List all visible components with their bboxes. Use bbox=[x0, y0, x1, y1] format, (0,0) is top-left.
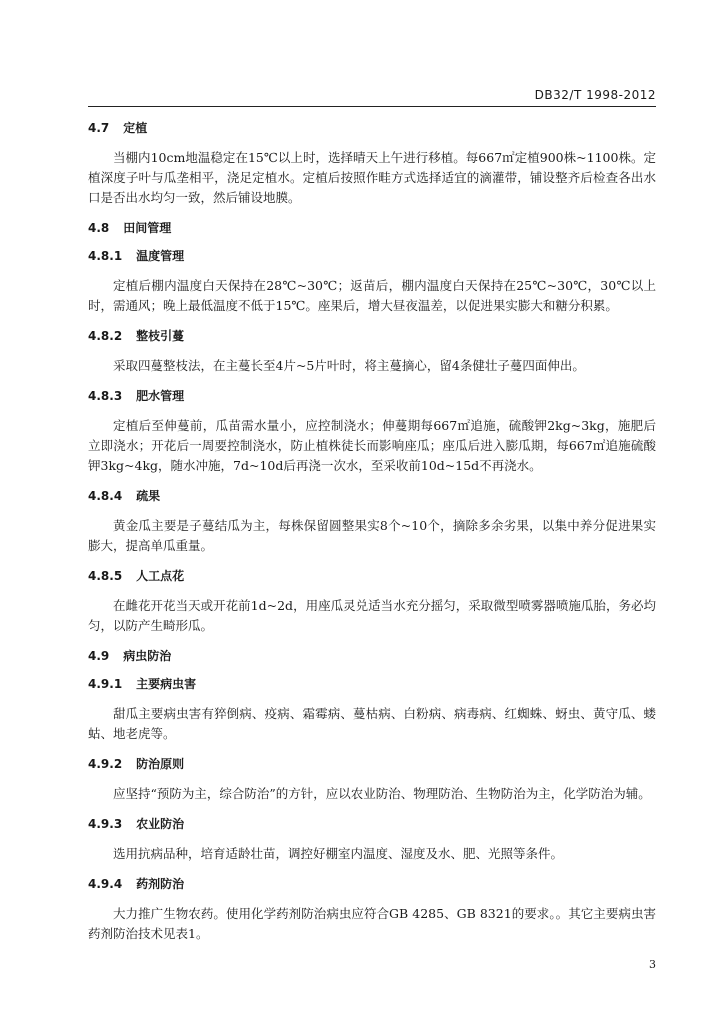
section-text-4-9-2: 应坚持“预防为主，综合防治”的方针，应以农业防治、物理防治、生物防治为主，化学防治为辅。 bbox=[113, 786, 651, 801]
section-text-4-8-2: 采取四蔓整枝法，在主蔓长至4片~5片叶时，将主蔓摘心，留4条健壮子蔓四面伸出。 bbox=[113, 358, 585, 373]
section-text-4-8-3: 定植后至伸蔓前，瓜苗需水量小，应控制浇水；伸蔓期每667㎡追施，硫酸钾2kg~3kg，施肥后立即浇水；开花后一周要控制浇水，防止植株徒长而影响座瓜；座瓜后进入膨瓜期，每667㎡追施硫酸钾3kg~4kg，随水冲施，7d~10d后再浇一次水，至采收前10d~15d不再浇水。 bbox=[88, 418, 656, 473]
section-heading-4-9-2: 4.9.2 防治原则 bbox=[88, 757, 185, 771]
header-rule bbox=[88, 106, 656, 107]
section-text-4-9-3: 选用抗病品种，培育适龄壮苗，调控好棚室内温度、湿度及水、肥、光照等条件。 bbox=[113, 846, 564, 861]
section-heading-4-8-2: 4.8.2 整枝引蔓 bbox=[88, 329, 185, 343]
section-heading-4-9-1: 4.9.1 主要病虫害 bbox=[88, 677, 197, 691]
page-number: 3 bbox=[649, 958, 656, 971]
section-heading-4-8-3: 4.8.3 肥水管理 bbox=[88, 389, 185, 403]
section-text-4-9-1: 甜瓜主要病虫害有猝倒病、疫病、霜霉病、蔓枯病、白粉病、病毒病、红蜘蛛、蚜虫、黄守瓜、蝼蛄、地老虎等。 bbox=[88, 706, 656, 741]
document-body bbox=[88, 112, 656, 944]
section-text-4-8-1: 定植后棚内温度白天保持在28℃~30℃；返苗后，棚内温度白天保持在25℃~30℃，30℃以上时，需通风；晚上最低温度不低于15℃。座果后，增大昼夜温差，以促进果实膨大和糖分积累。 bbox=[88, 278, 656, 313]
header-code: DB32/T 1998-2012 bbox=[534, 88, 656, 102]
section-heading-4-9: 4.9 病虫防治 bbox=[88, 649, 172, 663]
section-heading-4-8-5: 4.8.5 人工点花 bbox=[88, 569, 185, 583]
section-text-4-7: 当棚内10cm地温稳定在15℃以上时，选择晴天上午进行移植。每667㎡定植900株~1100株。定植深度子叶与瓜垄相平，浇足定植水。定植后按照作畦方式选择适宜的滴灌带，铺设整齐后检查各出水口是否出水均匀一致，然后铺设地膜。 bbox=[88, 150, 656, 205]
section-heading-4-7: 4.7 定植 bbox=[88, 121, 148, 135]
section-heading-4-8-1: 4.8.1 温度管理 bbox=[88, 249, 185, 263]
section-text-4-8-4: 黄金瓜主要是子蔓结瓜为主，每株保留圆整果实8个~10个，摘除多余劣果，以集中养分促进果实膨大，提高单瓜重量。 bbox=[88, 518, 656, 553]
section-heading-4-9-4: 4.9.4 药剂防治 bbox=[88, 877, 185, 891]
section-text-4-8-5: 在雌花开花当天或开花前1d~2d，用座瓜灵兑适当水充分摇匀，采取微型喷雾器喷施瓜胎，务必均匀，以防产生畸形瓜。 bbox=[88, 598, 656, 633]
section-heading-4-8-4: 4.8.4 疏果 bbox=[88, 489, 161, 503]
section-heading-4-9-3: 4.9.3 农业防治 bbox=[88, 817, 185, 831]
section-text-4-9-4: 大力推广生物农药。使用化学药剂防治病虫应符合GB 4285、GB 8321的要求。。其它主要病虫害药剂防治技术见表1。 bbox=[88, 906, 656, 941]
section-heading-4-8: 4.8 田间管理 bbox=[88, 221, 172, 235]
